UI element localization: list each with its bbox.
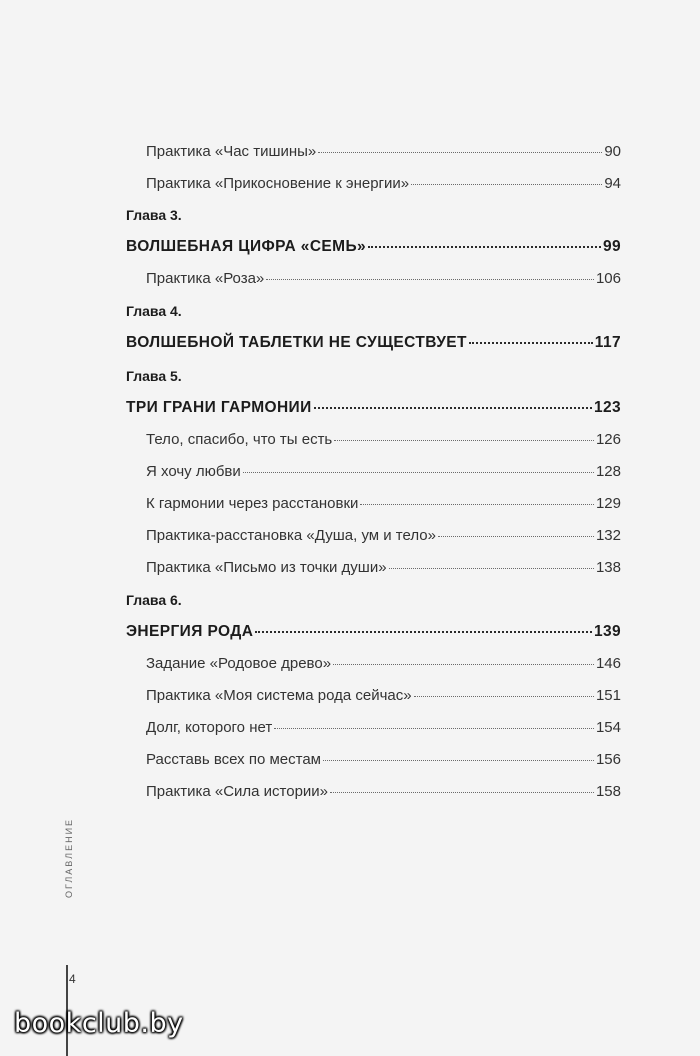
toc-entry-page: 106 bbox=[595, 270, 621, 287]
dot-leader bbox=[255, 631, 592, 633]
toc-entry-title: Практика «Сила истории» bbox=[146, 783, 329, 800]
chapter-title-row bbox=[126, 334, 621, 352]
toc-entry-page: 129 bbox=[595, 495, 621, 512]
toc-entry-page: 94 bbox=[604, 175, 621, 192]
toc-entry-title: Расставь всех по местам bbox=[146, 751, 321, 768]
toc-entry-title: Практика-расстановка «Душа, ум и тело» bbox=[146, 527, 436, 544]
toc-entry-title: Практика «Письмо из точки души» bbox=[146, 559, 387, 576]
toc-entry-title: Практика «Прикосновение к энергии» bbox=[146, 175, 410, 192]
chapter-title: ТРИ ГРАНИ ГАРМОНИИ bbox=[126, 399, 312, 416]
toc-entry bbox=[146, 783, 621, 800]
chapter-title-row bbox=[126, 399, 621, 417]
toc-entry-page: 90 bbox=[604, 143, 621, 160]
toc-entry-page: 138 bbox=[595, 559, 621, 576]
chapter-page: 123 bbox=[593, 399, 621, 416]
toc-entry bbox=[146, 495, 621, 512]
page-number: 4 bbox=[69, 972, 76, 986]
toc-entry bbox=[146, 527, 621, 544]
dot-leader bbox=[469, 342, 593, 344]
toc-entry-title: Долг, которого нет bbox=[146, 719, 273, 736]
dot-leader bbox=[414, 696, 594, 697]
dot-leader bbox=[318, 152, 602, 153]
toc-entry bbox=[146, 143, 621, 160]
toc-entry bbox=[146, 751, 621, 768]
toc-entry-page: 128 bbox=[595, 463, 621, 480]
toc-entry-page: 158 bbox=[595, 783, 621, 800]
toc-entry bbox=[146, 687, 621, 704]
dot-leader bbox=[333, 664, 594, 665]
toc-entry-title: Практика «Час тишины» bbox=[146, 143, 317, 160]
toc-entry-title: К гармонии через расстановки bbox=[146, 495, 359, 512]
dot-leader bbox=[334, 440, 594, 441]
dot-leader bbox=[411, 184, 602, 185]
toc-entry-page: 154 bbox=[595, 719, 621, 736]
toc-entry bbox=[146, 175, 621, 192]
dot-leader bbox=[438, 536, 594, 537]
toc-entry-page: 151 bbox=[595, 687, 621, 704]
toc-entry bbox=[146, 431, 621, 448]
chapter-title: ВОЛШЕБНАЯ ЦИФРА «СЕМЬ» bbox=[126, 238, 367, 255]
chapter-page: 117 bbox=[594, 334, 621, 351]
toc-entry bbox=[146, 655, 621, 672]
toc-entry bbox=[146, 270, 621, 287]
dot-leader bbox=[323, 760, 594, 761]
toc-entry-title: Практика «Роза» bbox=[146, 270, 265, 287]
toc-entry-title: Я хочу любви bbox=[146, 463, 241, 480]
chapter-title-row bbox=[126, 238, 621, 256]
dot-leader bbox=[266, 279, 594, 280]
running-header: ОГЛАВЛЕНИЕ bbox=[64, 817, 74, 898]
dot-leader bbox=[274, 728, 594, 729]
dot-leader bbox=[243, 472, 594, 473]
toc-entry-title: Практика «Моя система рода сейчас» bbox=[146, 687, 412, 704]
toc-entry-page: 132 bbox=[595, 527, 621, 544]
dot-leader bbox=[330, 792, 594, 793]
dot-leader bbox=[314, 407, 592, 409]
toc-entry-title: Задание «Родовое древо» bbox=[146, 655, 332, 672]
dot-leader bbox=[368, 246, 601, 248]
chapter-label: Глава 5. bbox=[126, 368, 182, 384]
toc-entry-page: 156 bbox=[595, 751, 621, 768]
chapter-title: ЭНЕРГИЯ РОДА bbox=[126, 623, 254, 640]
toc-entry bbox=[146, 719, 621, 736]
chapter-page: 99 bbox=[602, 238, 621, 255]
chapter-title: ВОЛШЕБНОЙ ТАБЛЕТКИ НЕ СУЩЕСТВУЕТ bbox=[126, 334, 467, 351]
chapter-title-row bbox=[126, 623, 621, 641]
toc-entry bbox=[146, 463, 621, 480]
toc-entry bbox=[146, 559, 621, 576]
dot-leader bbox=[389, 568, 594, 569]
chapter-label: Глава 3. bbox=[126, 207, 182, 223]
chapter-page: 139 bbox=[593, 623, 621, 640]
watermark: bookclub.by bbox=[14, 1008, 184, 1039]
toc-entry-page: 146 bbox=[595, 655, 621, 672]
chapter-label: Глава 4. bbox=[126, 303, 182, 319]
toc-entry-title: Тело, спасибо, что ты есть bbox=[146, 431, 333, 448]
chapter-label: Глава 6. bbox=[126, 592, 182, 608]
dot-leader bbox=[360, 504, 594, 505]
toc-entry-page: 126 bbox=[595, 431, 621, 448]
